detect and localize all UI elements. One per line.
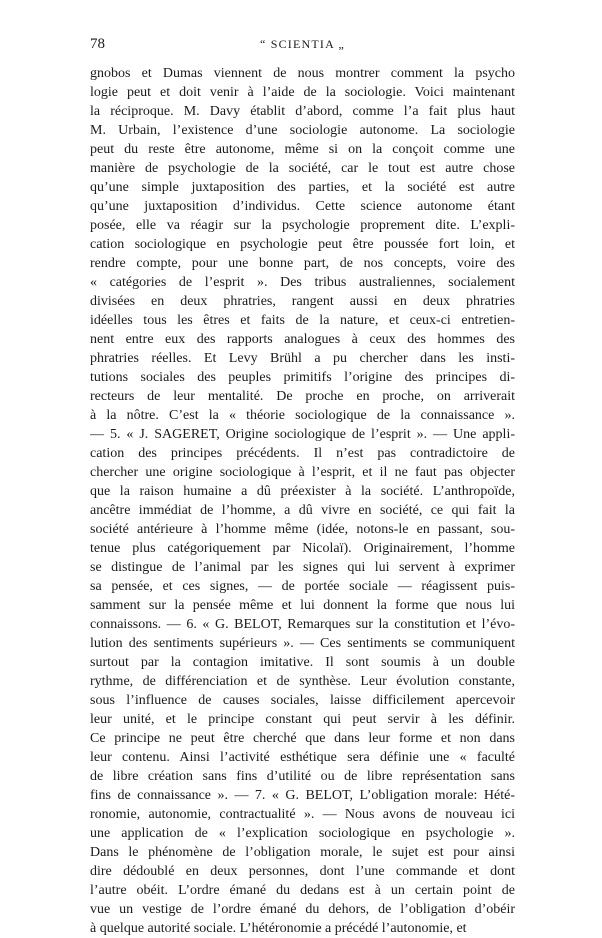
text-line: dire dédoublé en deux personnes, dont l’une commande et dont — [90, 864, 515, 879]
text-line: leur unité, et le principe constant qui peut servir à les définir. — [90, 712, 515, 727]
text-line: cation sociologique en psychologie peut être poussée fort loin, et — [90, 237, 515, 252]
text-line: leur contenu. Ainsi l’activité esthétique sera définie une « faculté — [90, 750, 515, 765]
text-line: se distingue de l’animal par les signes qui lui servent à exprimer — [90, 560, 515, 575]
text-line: tutions sociales des peuples primitifs l’origine des principes di- — [90, 370, 515, 385]
text-line: gnobos et Dumas viennent de nous montrer comment la psycho — [90, 66, 515, 81]
text-line: de libre création sans fins d’utilité ou de libre représentation sans — [90, 769, 515, 784]
text-line: cation des principes précédents. Il n’est pas contradictoire de — [90, 446, 515, 461]
text-line: peut du reste être autonome, même si on la conçoit comme une — [90, 142, 515, 157]
text-line: nent entre eux des rapports analogues à ceux des hommes des — [90, 332, 515, 347]
text-line: sa pensée, et ces signes, — de portée sociale — réagissent puis- — [90, 579, 515, 594]
text-line: l’autre obéit. L’ordre émané du dedans est à un certain point de — [90, 883, 515, 898]
text-line: Ce principe ne peut être cherché que dans leur forme et non dans — [90, 731, 515, 746]
text-line: tenue plus catégoriquement par Nicolaï). Originairement, l’homme — [90, 541, 515, 556]
text-line: ronomie, autonomie, contractualité ». — Nous avons de nouveau ici — [90, 807, 515, 822]
running-title: “ SCIENTIA „ — [259, 37, 346, 51]
text-line: logie peut et doit venir à l’aide de la sociologie. Voici maintenant — [90, 85, 515, 100]
text-line: à la nôtre. C’est la « théorie sociologique de la connaissance ». — [90, 408, 515, 423]
text-line: divisées en deux phratries, rangent aussi en deux phratries — [90, 294, 515, 309]
text-line: « catégories de l’esprit ». Des tribus australiennes, socialement — [90, 275, 515, 290]
text-line: une application de « l’explication sociologique en psychologie ». — [90, 826, 515, 841]
text-line: à quelque autorité sociale. L’hétéronomie a précédé l’autonomie, et — [90, 921, 467, 936]
text-line: qu’une simple juxtaposition des parties, et la société est autre — [90, 180, 515, 195]
text-line: connaissons. — 6. « G. BELOT, Remarques sur la constitution et l’évo- — [90, 617, 515, 632]
text-line: recteurs de leur mentalité. De proche en proche, on arriverait — [90, 389, 515, 404]
text-line: samment sur la pensée même et lui donnent la forme que nous lui — [90, 598, 515, 613]
text-line: rythme, de différenciation et de synthèse. Leur évolution constante, — [90, 674, 515, 689]
text-line: posée, elle va réagir sur la psychologie proprement dite. L’expli- — [90, 218, 515, 233]
text-line: M. Urbain, l’existence d’une sociologie autonome. La sociologie — [90, 123, 515, 138]
page-header — [90, 36, 515, 58]
text-line: société antérieure à l’homme même (idée, notons-le en passant, sou- — [90, 522, 515, 537]
text-line: sous l’influence de causes sociales, laisse difficilement apercevoir — [90, 693, 515, 708]
text-line: fins de connaissance ». — 7. « G. BELOT, L’obligation morale: Hété- — [90, 788, 515, 803]
text-line: rendre compte, pour une bonne part, de nos concepts, voire des — [90, 256, 515, 271]
text-line: lution des sentiments supérieurs ». — Ces sentiments se communiquent — [90, 636, 515, 651]
body-text — [90, 64, 515, 938]
text-line: Dans le phénomène de l’obligation morale, le sujet est pour ainsi — [90, 845, 515, 860]
text-line: — 5. « J. SAGERET, Origine sociologique de l’esprit ». — Une appli- — [90, 427, 515, 442]
text-line: vue un vestige de l’ordre émané du dehors, de l’obligation d’obéir — [90, 902, 515, 917]
text-line: idéelles tous les êtres et faits de la nature, et ceux-ci entretien- — [90, 313, 515, 328]
text-line: ancêtre immédiat de l’homme, a dû vivre en société, ce qui fait la — [90, 503, 515, 518]
text-line: que la raison humaine a dû préexister à la société. L’anthropoïde, — [90, 484, 515, 499]
text-line: manière de psychologie de la société, car le tout est autre chose — [90, 161, 515, 176]
text-line: surtout par la contagion imitative. Il sont soumis à un double — [90, 655, 515, 670]
page-number: 78 — [90, 36, 105, 52]
text-line: la réciproque. M. Davy établit d’abord, comme l’a fait plus haut — [90, 104, 515, 119]
text-line: chercher une origine sociologique à l’esprit, et il ne faut pas objecter — [90, 465, 515, 480]
text-line: phratries réelles. Et Levy Brühl a pu chercher dans les insti- — [90, 351, 515, 366]
text-line: qu’une juxtaposition d’individus. Cette science autonome étant — [90, 199, 515, 214]
